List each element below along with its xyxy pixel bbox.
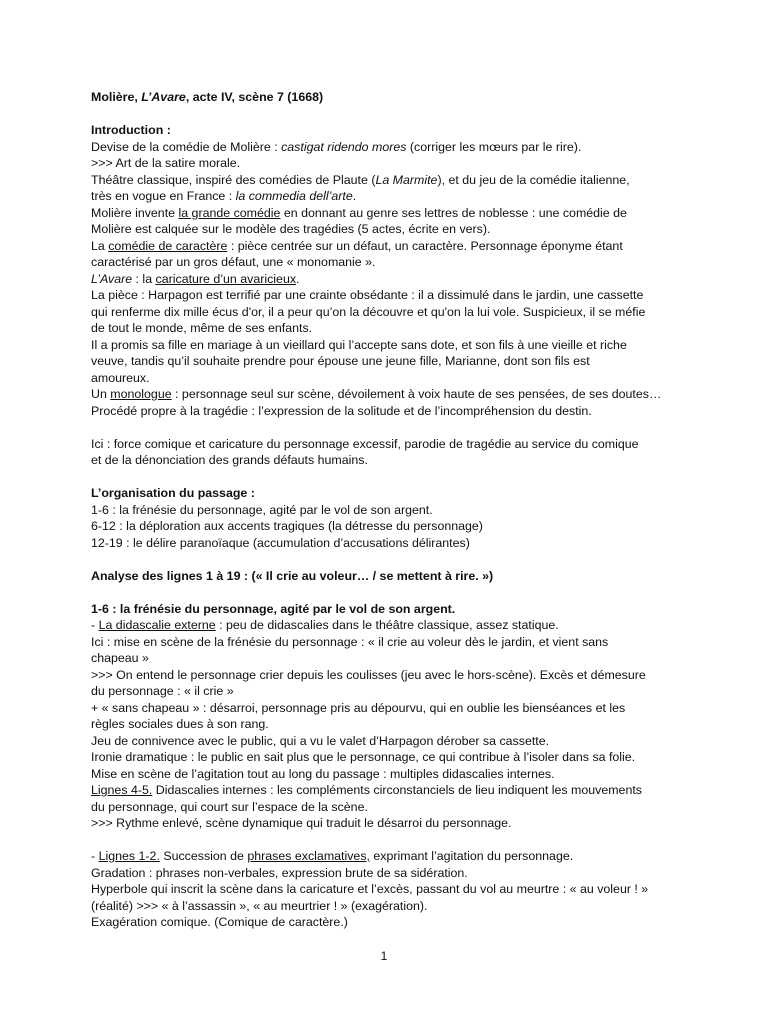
text-line: La pièce : Harpagon est terrifié par une crainte obsédante : il a dissimulé dans le jardin, une cassette: [91, 288, 644, 302]
text-line: Exagération comique. (Comique de caractère.): [91, 915, 348, 929]
text-line: (réalité) >>> « à l’assassin », « au meurtrier ! » (exagération).: [91, 898, 428, 913]
text-line: du personnage : « il crie »: [91, 684, 234, 698]
text-line: Il a promis sa fille en mariage à un vieillard qui l’accepte sans dote, et son fils à une vieille et riche: [91, 337, 627, 352]
text-line: Mise en scène de l’agitation tout au long du passage : multiples didascalies internes.: [91, 766, 555, 781]
analyse-subheading: 1-6 : la frénésie du personnage, agité par le vol de son argent.: [91, 601, 456, 616]
text-line: Hyperbole qui inscrit la scène dans la caricature et l’excès, passant du vol au meurtre : « au voleur ! »: [91, 882, 649, 896]
intro-heading: Introduction :: [91, 123, 171, 137]
page-number: 1: [380, 949, 388, 963]
text-line: 1-6 : la frénésie du personnage, agité par le vol de son argent.: [91, 502, 433, 517]
text-line: Ici : mise en scène de la frénésie du personnage : « il crie au voleur dès le jardin, et vient sans: [91, 634, 609, 649]
text-line: amoureux.: [91, 370, 150, 385]
text-line: Théâtre classique, inspiré des comédies de Plaute (La Marmite), et du jeu de la comédie italienne,: [91, 172, 630, 187]
text-line: qui renferme dix mille écus d'or, il a peur qu’on la découvre et qu'on la lui vole. Suspicieux, il se méfie: [91, 304, 646, 319]
title-work: L’Avare: [141, 90, 186, 104]
text-line: - La didascalie externe : peu de didascalies dans le théâtre classique, assez statique.: [91, 618, 559, 632]
text-line: >>> Rythme enlevé, scène dynamique qui traduit le désarroi du personnage.: [91, 816, 512, 830]
analyse-heading: Analyse des lignes 1 à 19 : (« Il crie au voleur… / se mettent à rire. »): [91, 568, 494, 583]
text-line: - Lignes 1-2. Succession de phrases exclamatives, exprimant l’agitation du personnage.: [91, 849, 574, 863]
text-line: + « sans chapeau » : désarroi, personnage pris au dépourvu, qui en oublie les bienséances et les: [91, 700, 626, 715]
document-title: [91, 89, 688, 106]
text-line: veuve, tandis qu’il souhaite prendre pour épouse une jeune fille, Marianne, dont son fils est: [91, 354, 590, 368]
text-line: >>> Art de la satire morale.: [91, 156, 241, 170]
text-line: >>> On entend le personnage crier depuis les coulisses (jeu avec le hors-scène). Excès et démesure: [91, 667, 646, 682]
text-line: caractérisé par un gros défaut, une « monomanie ».: [91, 255, 376, 269]
text-line: Molière est calquée sur le modèle des tragédies (5 actes, écrite en vers).: [91, 222, 491, 236]
title-author: Molière,: [91, 90, 142, 104]
text-line: très en vogue en France : la commedia dell’arte.: [91, 189, 357, 203]
text-line: Gradation : phrases non-verbales, expression brute de sa sidération.: [91, 865, 468, 880]
text-line: et de la dénonciation des grands défauts humains.: [91, 453, 368, 467]
text-line: du personnage, qui court sur l’espace de la scène.: [91, 799, 368, 814]
title-rest: , acte IV, scène 7 (1668): [185, 90, 324, 104]
text-line: 12-19 : le délire paranoïaque (accumulation d’accusations délirantes): [91, 535, 470, 550]
text-line: L’Avare : la caricature d’un avaricieux.: [91, 271, 300, 286]
organisation-heading: L’organisation du passage :: [91, 486, 255, 500]
text-line: La comédie de caractère : pièce centrée sur un défaut, un caractère. Personnage éponyme étant: [91, 238, 623, 253]
text-line: Jeu de connivence avec le public, qui a vu le valet d’Harpagon dérober sa cassette.: [91, 733, 550, 748]
text-line: Procédé propre à la tragédie : l’expression de la solitude et de l’incompréhension du destin.: [91, 403, 592, 418]
text-line: règles sociales dues à son rang.: [91, 717, 269, 731]
text-line: Lignes 4-5. Didascalies internes : les compléments circonstanciels de lieu indiquent les mouvements: [91, 783, 642, 797]
text-line: Un monologue : personnage seul sur scène, dévoilement à voix haute de ses pensées, de ses doutes…: [91, 387, 662, 401]
text-line: Devise de la comédie de Molière : castigat ridendo mores (corriger les mœurs par le rire).: [91, 139, 582, 154]
text-line: 6-12 : la déploration aux accents tragiques (la détresse du personnage): [91, 519, 483, 533]
text-line: de tout le monde, même de ses enfants.: [91, 321, 313, 335]
text-line: Ironie dramatique : le public en sait plus que le personnage, ce qui contribue à l’isoler dans sa folie.: [91, 750, 636, 764]
text-line: chapeau »: [91, 651, 149, 665]
text-line: Ici : force comique et caricature du personnage excessif, parodie de tragédie au service du comique: [91, 436, 639, 451]
text-line: Molière invente la grande comédie en donnant au genre ses lettres de noblesse : une comédie de: [91, 205, 627, 220]
